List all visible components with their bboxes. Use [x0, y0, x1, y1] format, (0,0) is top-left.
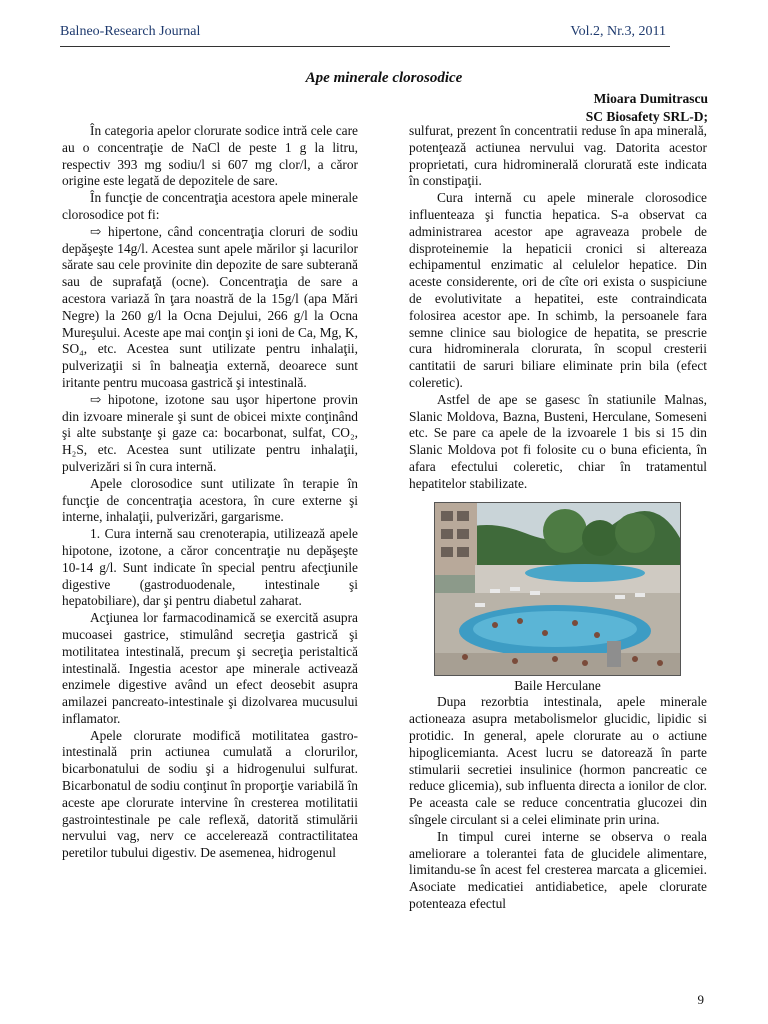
paragraph: Astfel de ape se gasesc în statiunile Malnas, Slanic Moldova, Bazna, Busteni, Herculane, Someseni etc. Se pare ca apele de la izvoarele 1 bis si 15 din Slanic Moldova pot fi folosite cu o buna eficienta, în afara efectului coleretic, chiar în tratamentul hepatitelor stabilizate. — [409, 391, 707, 491]
author-block — [586, 90, 708, 126]
paragraph: 1. Cura internă sau crenoterapia, utilizează apele hipotone, izotone, a căror concentraţie nu depăşeşte 10-14 g/l. Sunt indicate în special pentru afecţiunile digestive (gastroduodenale, intestinale şi hepatobiliare), dar şi pentru diabetul zaharat. — [62, 526, 358, 609]
bullet-paragraph — [62, 392, 358, 476]
page-number: 9 — [697, 992, 704, 1007]
author-affiliation: SC Biosafety SRL-D; — [585, 109, 708, 124]
paragraph: In timpul curei interne se observa o reala ameliorare a tolerantei fata de glucidele alimentare, limitandu-se în acest fel cresterea marcata a glicemiei. Asociate medicatiei antidiabetice, apele clorurate potenteaza efectul — [409, 828, 707, 911]
arrow-right-icon: ⇨ — [90, 223, 102, 239]
arrow-right-icon: ⇨ — [90, 391, 102, 407]
pool-photo — [434, 502, 681, 676]
paragraph: Apele clorosodice sunt utilizate în terapie în funcţie de concentraţia acestora, în cure externe şi interne, inhalaţii, pulverizări, gargarisme. — [62, 475, 358, 525]
right-column — [409, 123, 707, 913]
paragraph: Acţiunea lor farmacodinamică se exercită asupra mucoasei gastrice, stimulând secreţia gastrică şi motilitatea intestinală, precum şi secreţia peristaltică intestinală. Ingestia acestor ape minerale activează enzimele digestive având un efect deosebit asupra amilazei pancreato-intestinale şi dizolvarea mucusului inflamator. — [62, 610, 358, 726]
bullet-paragraph — [62, 224, 358, 392]
left-column — [62, 123, 358, 862]
paragraph: Cura internă cu apele minerale clorosodice influenteaza şi functia hepatica. S-a observat ca administrarea acestor ape agraveaza probele de disproteinemie la hepaticii cronici si altereaza echipamentul enzimatic al celulelor hepatice. Din aceste considerente, ori de cîte ori exista o suspiciune de evolutivitate a hepatitei, este contraindicata folosirea acestor ape. In schimb, la persoanele fara semne clinice sau biologice de hepatita, se prescrie cura hidrominerala clorurata, în scopul cresterii cantitatii de saruri biliare eliminate prin bila (efect coleretic). — [409, 190, 707, 390]
running-header — [60, 22, 670, 47]
article-title: Ape minerale clorosodice — [305, 70, 463, 86]
paragraph: Apele clorurate modifică motilitatea gastro-intestinală prin actiunea cumulată a clorurilor, bicarbonatului de sodiu şi a hidrogenului sulfurat. Bicarbonatul de sodiu conţinut în proporţie variabilă în aceste ape clorurate intervine în cresterea motilitatii gastrointestinale pe cale reflexă, datorită stimulării nervului vag, nerv ce accelerează contractilitatea peretilor tubului digestiv. De asemenea, hidrogenul — [62, 727, 358, 861]
paragraph: Dupa rezorbtia intestinala, apele minerale actioneaza asupra metabolismelor glucidic, lipidic si protidic. In general, apele clorurate au o actiune hipoglicemianta. Acest lucru se datorează în parte stimularii secretiei insulinice (hormon pancreatic ce reduce glicemia), sub influenta directa a ionilor de clor. Pe aceasta cale se reduce concentratia glucozei din sîngele circulant si a celei eliminate prin urina. — [409, 694, 707, 827]
bullet-text: hipertone, când concentraţia cloruri de sodiu depăşeşte 14g/l. Acestea sunt apele mărilor şi lacurilor sărate sau cele provinite din depozite de sare subterană sau de suprafaţă (ocne). Concentraţia de sare a acestora variază în ţara noastră de la 15g/l (apa Mări Negre) la 260 g/l la Ocna Dejului, 266 g/l la Ocna Mureşului. Aceste ape mai conţin şi ioni de Ca, Mg, K, SO₄, etc. Acestea sunt utilizate pentru inhalaţii, pulverizaţii si în balneaţia externă, deoarece sunt iritante pentru mucoasa gastrică şi intestinală. — [62, 223, 358, 390]
paragraph: În funcţie de concentraţia acestora apele minerale clorosodice pot fi: — [62, 190, 358, 222]
paragraph: În categoria apelor clorurate sodice intră cele care au o concentraţie de NaCl de peste 1 g la litru, respectiv 393 mg sodiu/l si 607 mg clor/l, a căror origine este legată de depozitele de sare. — [62, 123, 358, 189]
figure-caption: Baile Herculane — [514, 677, 601, 693]
paragraph: sulfurat, prezent în concentratii reduse în apa minerală, potenţează actiunea nervului vag. Datorita acestor proprietati, cura hidrominerală clorurată este indicata în constipaţii. — [409, 123, 707, 189]
figure — [434, 502, 681, 695]
journal-name: Balneo-Research Journal — [60, 24, 201, 39]
volume-info: Vol.2, Nr.3, 2011 — [570, 24, 666, 39]
author-name: Mioara Dumitrascu — [593, 91, 708, 106]
bullet-text: hipotone, izotone sau uşor hipertone provin din izvoare minerale şi sunt de obicei mixte conţinând şi alte substanţe şi gaze ca: bocarbonat, sulfat, CO₂, H₂S, etc. Acestea sunt utilizate pentru inhalaţii, pulverizări si în cura internă. — [62, 391, 358, 474]
